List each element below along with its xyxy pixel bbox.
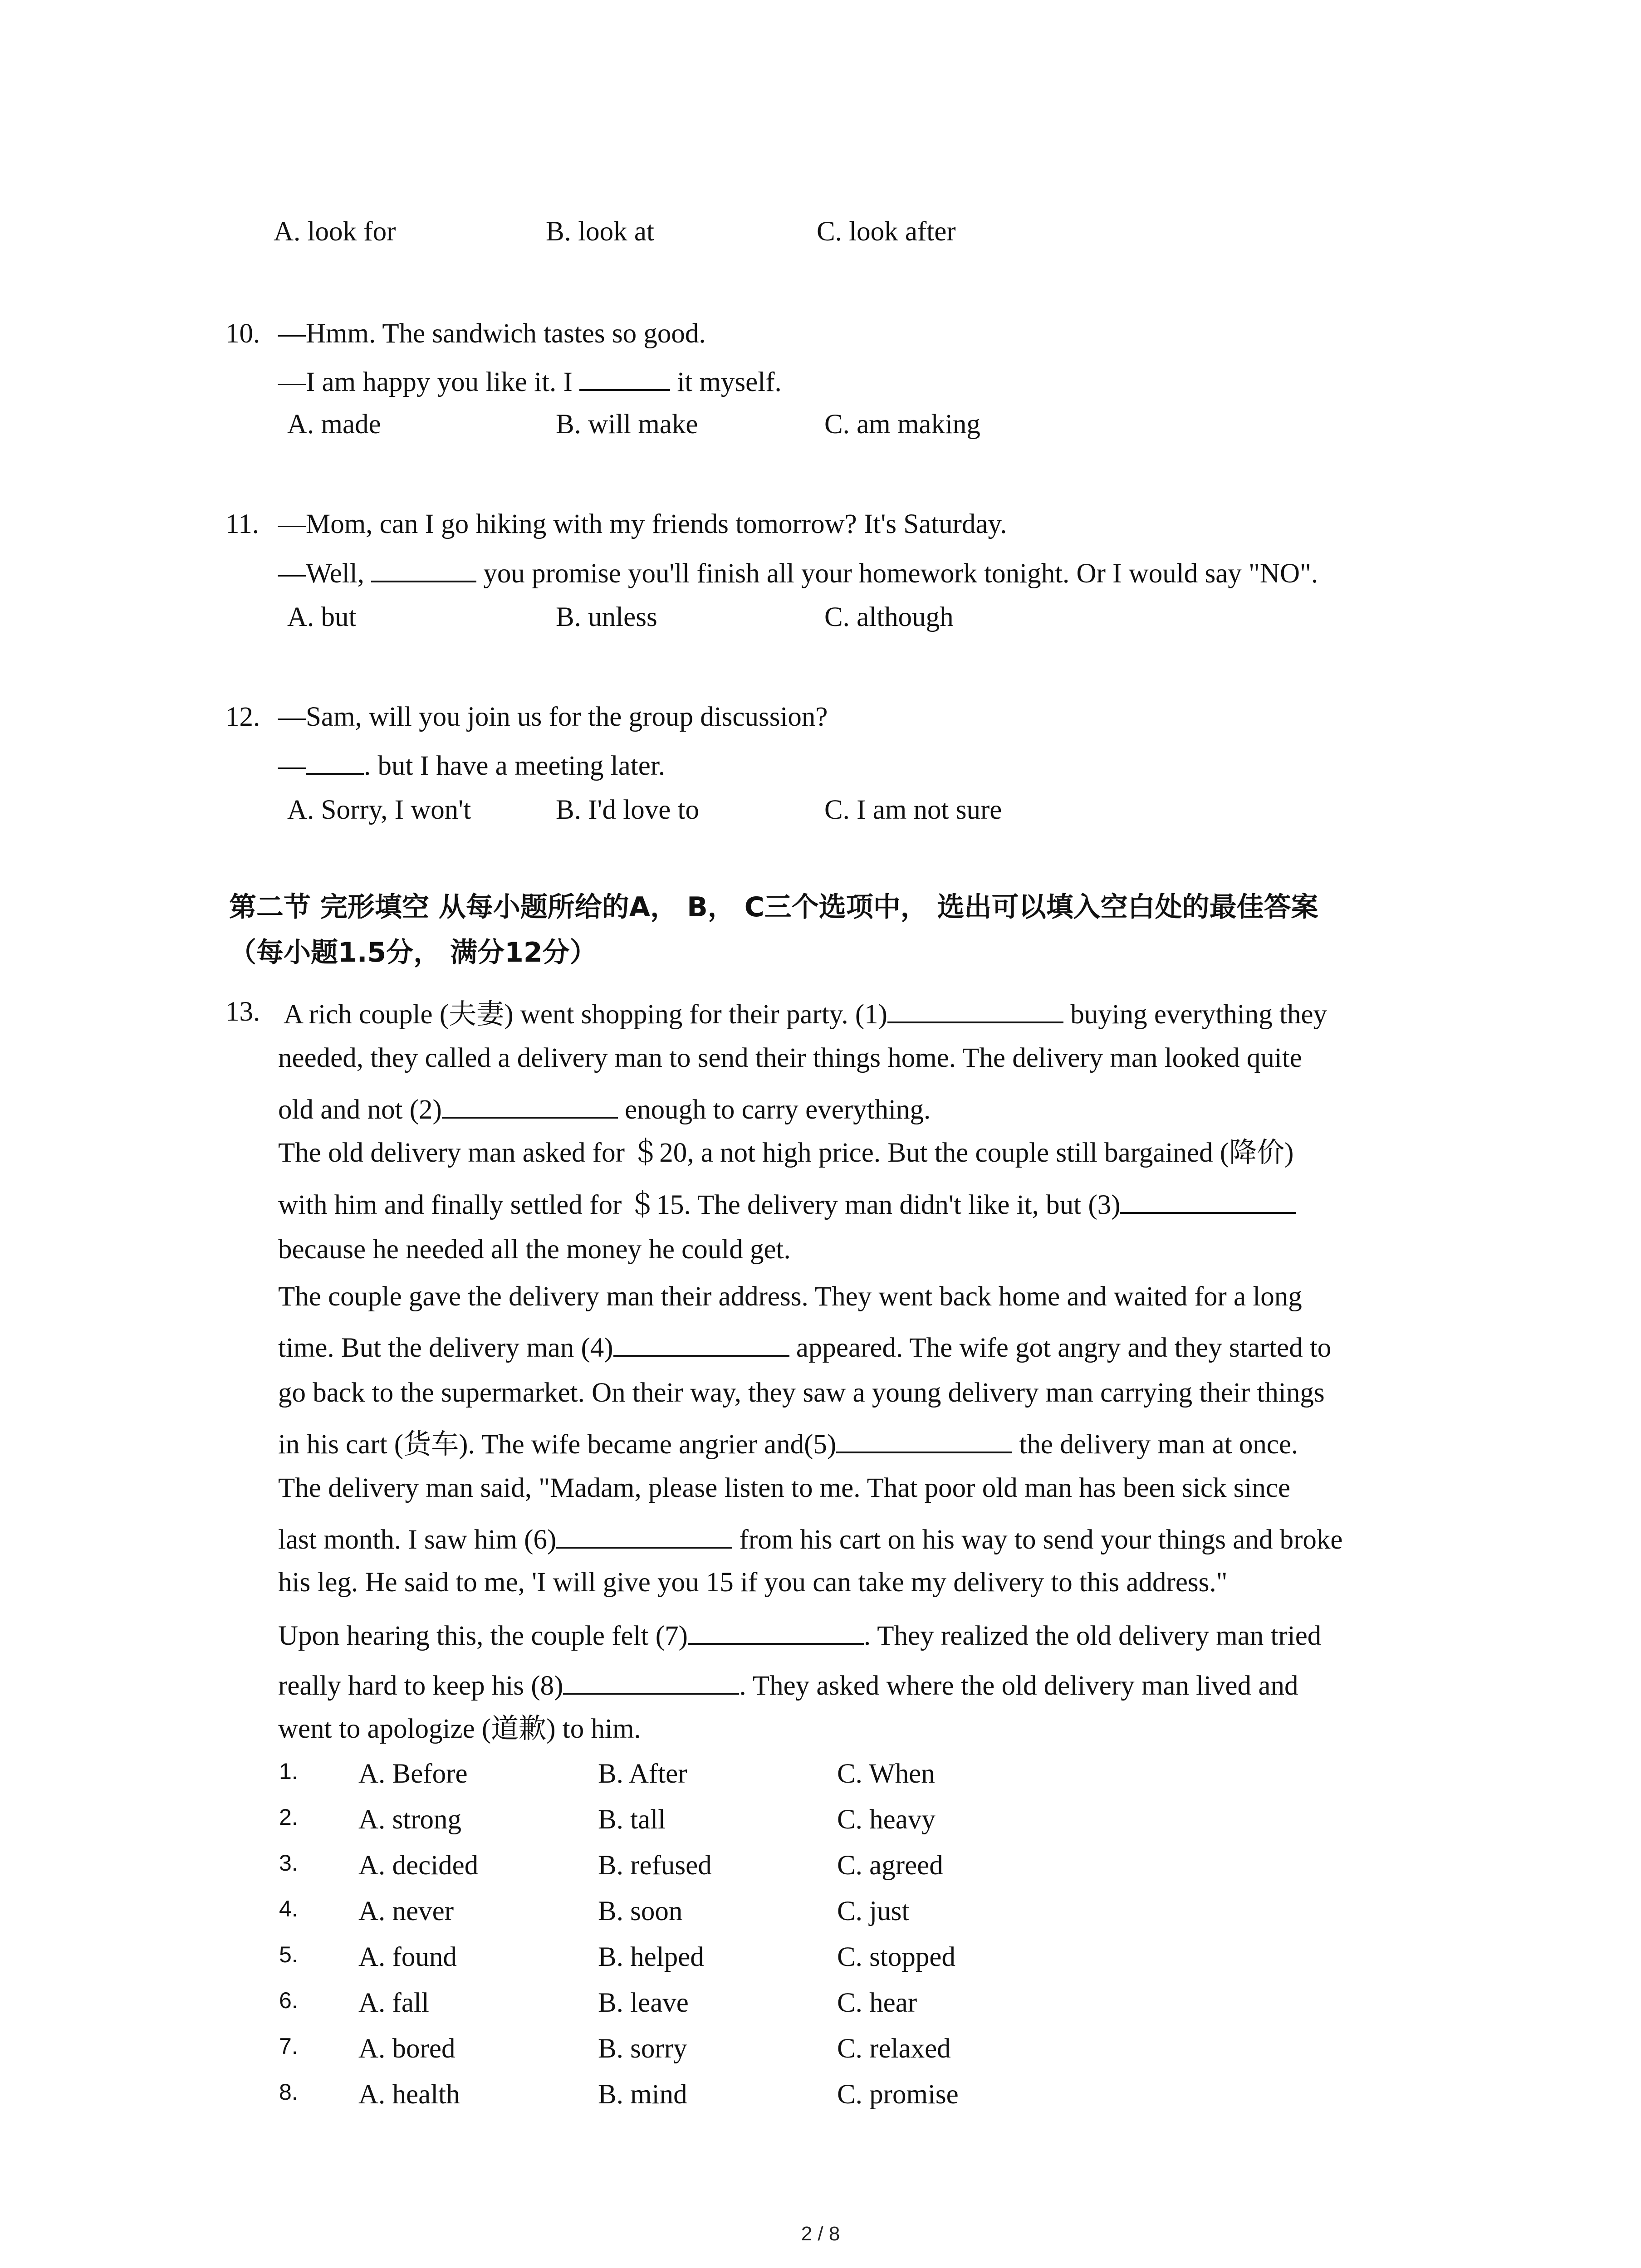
choice-option-c: C. relaxed xyxy=(837,2033,951,2064)
q10-option-c: C. am making xyxy=(824,409,980,440)
passage-line: in his cart (货车). The wife became angrier and(5) the delivery man at once. xyxy=(278,1428,1298,1460)
answer-blank xyxy=(613,1331,789,1357)
choice-option-c: C. agreed xyxy=(837,1850,943,1881)
passage-line: because he needed all the money he could get. xyxy=(278,1234,791,1265)
choice-option-a: A. decided xyxy=(358,1850,479,1881)
choice-number: 2. xyxy=(279,1804,298,1830)
section-heading-score: （每小题1.5分， 满分12分） xyxy=(229,937,597,968)
passage-line: old and not (2) enough to carry everything. xyxy=(278,1093,931,1124)
q10-option-b: B. will make xyxy=(556,409,698,440)
passage-line: with him and finally settled for ＄15. The delivery man didn't like it, but (3) xyxy=(278,1188,1296,1219)
passage-line: really hard to keep his (8) . They asked where the old delivery man lived and xyxy=(278,1669,1298,1700)
passage-line: A rich couple (夫妻) went shopping for their party. (1) buying everything they xyxy=(284,998,1327,1030)
choice-number: 3. xyxy=(279,1850,298,1876)
passage-line: his leg. He said to me, 'I will give you 15 if you can take my delivery to this address." xyxy=(278,1567,1228,1598)
answer-blank xyxy=(688,1619,864,1645)
page-number: 2 / 8 xyxy=(801,2223,840,2245)
answer-blank xyxy=(563,1669,739,1695)
choice-option-b: B. sorry xyxy=(598,2033,687,2064)
q12-line2: — . but I have a meeting later. xyxy=(278,749,665,780)
choice-option-b: B. After xyxy=(598,1759,687,1789)
passage-line: The old delivery man asked for ＄20, a not high price. But the couple still bargained (降价) xyxy=(278,1136,1294,1168)
q10-option-a: A. made xyxy=(287,409,381,440)
answer-blank xyxy=(887,998,1063,1023)
q10-line1: —Hmm. The sandwich tastes so good. xyxy=(278,318,706,349)
q12-option-a: A. Sorry, I won't xyxy=(287,795,471,825)
choice-option-c: C. promise xyxy=(837,2079,959,2110)
choice-option-a: A. Before xyxy=(358,1759,468,1789)
answer-blank xyxy=(836,1428,1012,1453)
choice-option-c: C. just xyxy=(837,1896,910,1926)
q12-option-c: C. I am not sure xyxy=(824,795,1002,825)
passage-line: went to apologize (道歉) to him. xyxy=(278,1712,641,1745)
choice-option-b: B. refused xyxy=(598,1850,712,1881)
q9-option-b: B. look at xyxy=(546,216,654,247)
q10-line2: —I am happy you like it. I it myself. xyxy=(278,366,782,396)
choice-option-b: B. leave xyxy=(598,1988,689,2018)
choice-option-c: C. stopped xyxy=(837,1942,955,1972)
question-number: 10. xyxy=(225,318,260,349)
choice-option-c: C. When xyxy=(837,1759,935,1789)
choice-option-a: A. fall xyxy=(358,1988,429,2018)
choice-number: 6. xyxy=(279,1988,298,2013)
q9-option-a: A. look for xyxy=(274,216,396,247)
q11-line1: —Mom, can I go hiking with my friends tomorrow? It's Saturday. xyxy=(278,509,1007,539)
choice-number: 7. xyxy=(279,2033,298,2059)
passage-line: Upon hearing this, the couple felt (7) . They realized the old delivery man tried xyxy=(278,1619,1321,1650)
choice-number: 4. xyxy=(279,1896,298,1921)
answer-blank xyxy=(1120,1188,1296,1214)
q12-option-b: B. I'd love to xyxy=(556,795,699,825)
question-number: 12. xyxy=(225,702,260,732)
q11-option-b: B. unless xyxy=(556,602,657,632)
answer-blank xyxy=(306,749,364,775)
choice-option-a: A. never xyxy=(358,1896,454,1926)
choice-option-b: B. helped xyxy=(598,1942,704,1972)
answer-blank xyxy=(442,1093,618,1119)
choice-number: 8. xyxy=(279,2079,298,2105)
choice-option-c: C. hear xyxy=(837,1988,917,2018)
choice-option-a: A. found xyxy=(358,1942,457,1972)
choice-option-a: A. strong xyxy=(358,1804,462,1835)
choice-option-c: C. heavy xyxy=(837,1804,936,1835)
q12-line1: —Sam, will you join us for the group discussion? xyxy=(278,702,828,732)
q9-option-c: C. look after xyxy=(817,216,956,247)
choice-number: 5. xyxy=(279,1942,298,1967)
passage-line: needed, they called a delivery man to send their things home. The delivery man looked quite xyxy=(278,1043,1302,1073)
choice-option-a: A. bored xyxy=(358,2033,456,2064)
q11-option-a: A. but xyxy=(287,602,357,632)
choice-option-a: A. health xyxy=(358,2079,460,2110)
question-number: 13. xyxy=(225,997,260,1027)
q11-line2: —Well, you promise you'll finish all your homework tonight. Or I would say "NO". xyxy=(278,557,1318,587)
passage-line: The delivery man said, "Madam, please listen to me. That poor old man has been sick since xyxy=(278,1473,1291,1503)
answer-blank xyxy=(556,1523,732,1549)
passage-line: go back to the supermarket. On their way, they saw a young delivery man carrying their things xyxy=(278,1378,1325,1408)
question-number: 11. xyxy=(225,509,259,539)
passage-line: The couple gave the delivery man their address. They went back home and waited for a long xyxy=(278,1281,1302,1312)
passage-line: last month. I saw him (6) from his cart on his way to send your things and broke xyxy=(278,1523,1342,1554)
passage-line: time. But the delivery man (4) appeared. The wife got angry and they started to xyxy=(278,1331,1331,1362)
answer-blank xyxy=(579,366,670,391)
section-heading: 第二节 完形填空 从每小题所给的A， B， C三个选项中， 选出可以填入空白处的最佳答案 xyxy=(229,891,1318,923)
q11-option-c: C. although xyxy=(824,602,954,632)
answer-blank xyxy=(371,557,476,582)
choice-number: 1. xyxy=(279,1759,298,1784)
choice-option-b: B. soon xyxy=(598,1896,683,1926)
choice-option-b: B. mind xyxy=(598,2079,687,2110)
choice-option-b: B. tall xyxy=(598,1804,666,1835)
